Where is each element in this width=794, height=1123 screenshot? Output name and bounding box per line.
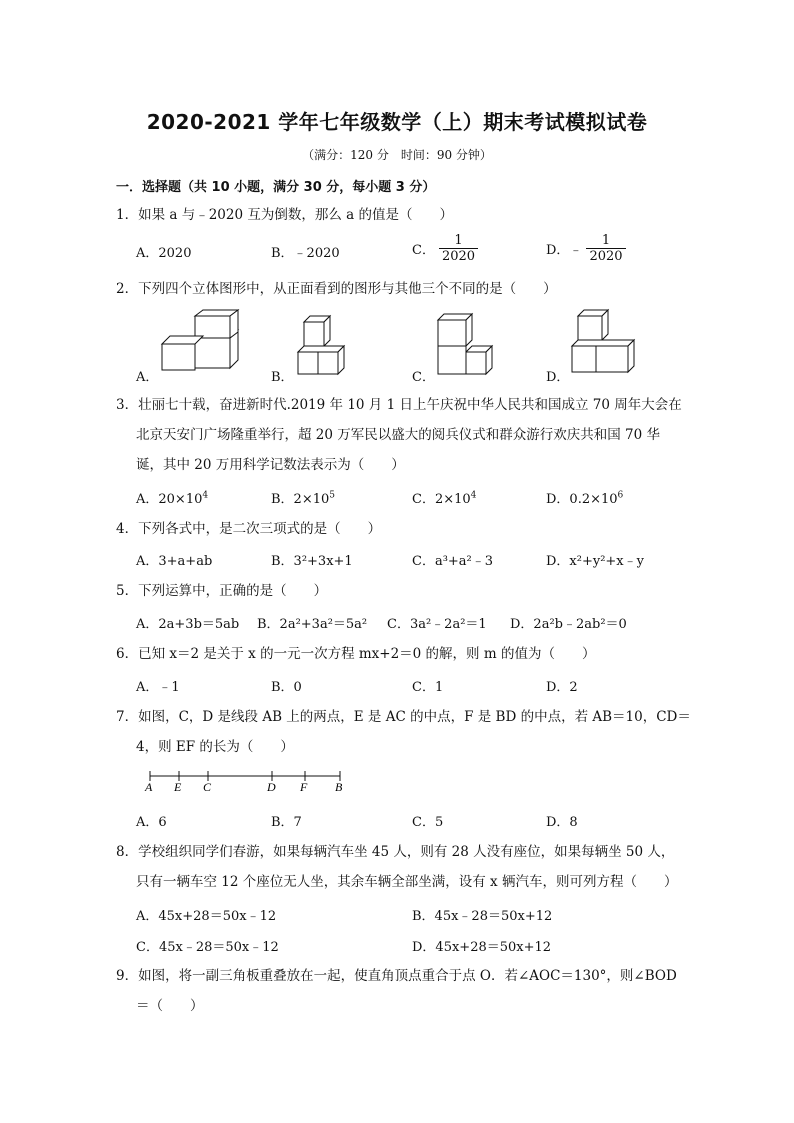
q1-option-d [546, 233, 626, 264]
q8-option-a: A．45x+28＝50x﹣12 [136, 909, 277, 924]
fraction-denominator: 2020 [589, 249, 623, 264]
fraction-numerator: 1 [586, 233, 625, 249]
q3-option-a [136, 488, 208, 507]
q3-option-d [546, 488, 623, 507]
q5-option-a: A．2a+3b＝5ab [136, 617, 240, 632]
q3-option-c [412, 488, 476, 507]
q4-option-b: B．3²+3x+1 [271, 554, 353, 569]
question-7-line-2: 4，则 EF 的长为（ ） [136, 739, 294, 755]
option-text: C．2×10 [412, 492, 471, 507]
page-subtitle: （满分：120 分 时间：90 分钟） [302, 148, 492, 162]
question-8-line-1: 8．学校组织同学们春游，如果每辆汽车坐 45 人，则有 28 人没有座位，如果每辆坐 50 人， [116, 844, 675, 860]
q2-option-d: D． [546, 370, 570, 385]
cube-stack-a [162, 310, 238, 370]
q3-option-b [271, 488, 335, 507]
q1-option-d-fraction [586, 233, 625, 264]
q5-option-b: B．2a²+3a²＝5a² [257, 617, 368, 632]
q1-option-c [412, 233, 478, 264]
q8-option-d: D．45x+28＝50x+12 [412, 940, 552, 955]
q2-option-c: C． [412, 370, 435, 385]
label-d: D [267, 780, 276, 794]
q7-option-b: B．7 [271, 815, 302, 830]
q6-option-a: A．﹣1 [136, 680, 180, 695]
question-3-line-3: 诞，其中 20 万用科学记数法表示为（ ） [136, 457, 405, 473]
q1-option-a: A．2020 [136, 246, 192, 261]
option-text: B．2×10 [271, 492, 330, 507]
question-7-line-1: 7．如图，C，D 是线段 AB 上的两点，E 是 AC 的中点，F 是 BD 的中点，若 AB＝10，CD＝ [116, 709, 691, 725]
fraction-numerator: 1 [439, 233, 478, 249]
cube-stack-b [298, 316, 344, 374]
q2-option-a: A． [136, 370, 159, 385]
q6-option-d: D．2 [546, 680, 578, 695]
q2-figure-b [292, 310, 352, 376]
question-2: 2．下列四个立体图形中，从正面看到的图形与其他三个不同的是（ ） [116, 281, 557, 297]
q2-figure-a [156, 306, 246, 376]
exponent: 4 [202, 490, 209, 501]
q5-option-c: C．3a²﹣2a²＝1 [387, 617, 487, 632]
question-3-line-2: 北京天安门广场隆重举行，超 20 万军民以盛大的阅兵仪式和群众游行欢庆共和国 70 华 [136, 427, 661, 443]
question-3-line-1: 3．壮丽七十载，奋进新时代.2019 年 10 月 1 日上午庆祝中华人民共和国成立 70 周年大会在 [116, 397, 682, 413]
section-heading: 一．选择题（共 10 小题，满分 30 分，每小题 3 分） [116, 180, 436, 195]
q1-option-b: B．﹣2020 [271, 246, 340, 261]
option-text: A．20×10 [136, 492, 203, 507]
q8-option-c: C．45x﹣28＝50x﹣12 [136, 940, 279, 955]
question-9-line-2: ＝（ ） [136, 998, 204, 1014]
q8-option-b: B．45x﹣28＝50x+12 [412, 909, 553, 924]
label-c: C [203, 780, 212, 794]
q1-option-c-label: C． [412, 243, 435, 258]
exponent: 6 [617, 490, 624, 501]
q7-option-d: D．8 [546, 815, 578, 830]
q4-option-a: A．3+a+ab [136, 554, 213, 569]
q2-figure-c [432, 308, 496, 376]
cube-stack-d [572, 310, 634, 372]
question-1: 1．如果 a 与﹣2020 互为倒数，那么 a 的值是（ ） [116, 207, 453, 223]
page-title: 2020-2021 学年七年级数学（上）期末考试模拟试卷 [146, 110, 648, 134]
label-e: E [174, 780, 182, 794]
q5-option-d: D．2a²b﹣2ab²＝0 [510, 617, 627, 632]
option-text: D．0.2×10 [546, 492, 618, 507]
fraction-denominator: 2020 [441, 249, 476, 264]
label-b: B [335, 780, 343, 794]
q7-option-c: C．5 [412, 815, 444, 830]
exponent: 4 [470, 490, 477, 501]
question-8-line-2: 只有一辆车空 12 个座位无人坐，其余车辆全部坐满，设有 x 辆汽车，则可列方程（ ） [136, 874, 678, 890]
label-a: A [145, 780, 153, 794]
question-5: 5．下列运算中，正确的是（ ） [116, 583, 328, 599]
q6-option-c: C．1 [412, 680, 444, 695]
q1-option-d-label: D．﹣ [546, 243, 583, 258]
q2-option-b: B． [271, 370, 294, 385]
question-6: 6．已知 x＝2 是关于 x 的一元一次方程 mx+2＝0 的解，则 m 的值为（ ） [116, 646, 596, 662]
question-9-line-1: 9．如图，将一副三角板重叠放在一起，使直角顶点重合于点 O．若∠AOC＝130°，则∠BOD [116, 968, 677, 984]
q6-option-b: B．0 [271, 680, 302, 695]
cube-stack-c [438, 314, 492, 374]
q4-option-d: D．x²+y²+x﹣y [546, 554, 644, 569]
q1-option-c-fraction [439, 233, 478, 264]
q2-figure-d [566, 306, 638, 376]
label-f: F [300, 780, 308, 794]
question-4: 4．下列各式中，是二次三项式的是（ ） [116, 521, 382, 537]
q4-option-c: C．a³+a²﹣3 [412, 554, 494, 569]
q7-option-a: A．6 [136, 815, 167, 830]
q7-line-segment-figure [140, 766, 355, 796]
exponent: 5 [329, 490, 335, 501]
